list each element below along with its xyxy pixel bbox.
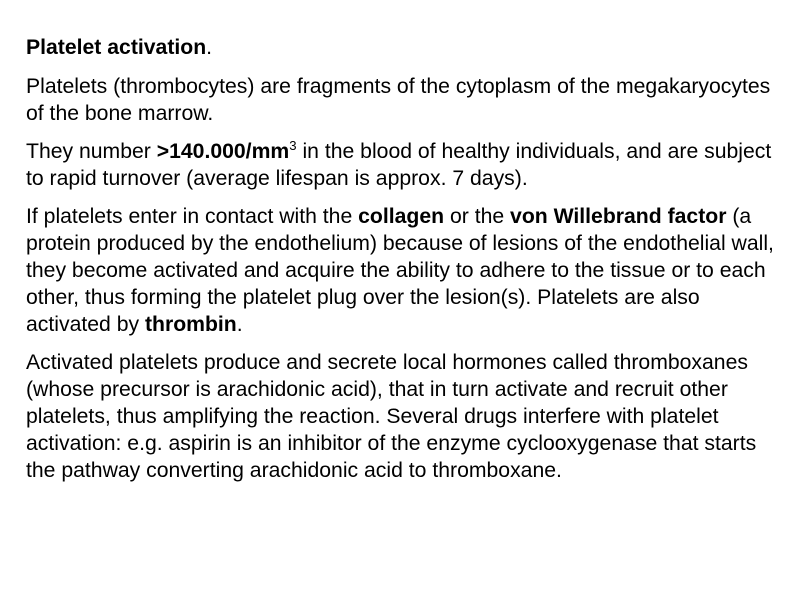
superscript-exponent: 3 [289, 137, 297, 153]
term-thrombin: thrombin [144, 313, 237, 336]
paragraph-platelet-definition [26, 73, 776, 127]
paragraph-thromboxanes [26, 349, 776, 484]
text-segment: If platelets enter in contact with the [26, 205, 359, 228]
paragraph-platelet-count [26, 138, 776, 192]
title-period: . [206, 36, 213, 59]
text-segment: (a protein produced by the endothelium) because of lesions of the endothelial wall, they become activated and acquire the ability to adhere to the tissue or to each other, thus forming the platelet plug over the lesion(s). Platelets are also activated by [26, 205, 774, 336]
term-von-willebrand-factor: von Willebrand factor [510, 205, 727, 228]
text-segment: They number [26, 140, 157, 163]
term-collagen: collagen [358, 205, 445, 228]
paragraph-text: Activated platelets produce and secrete local hormones called thromboxanes (whose precursor is arachidonic acid), that in turn activate and recruit other platelets, thus amplifying the reaction. Several drugs interfere with platelet activation: e.g. aspirin is an inhibitor of the enzyme cyclooxygenase that starts the pathway converting arachidonic acid to thromboxane. [26, 351, 757, 482]
page-title [26, 34, 776, 61]
text-segment: . [236, 313, 243, 336]
text-segment: in the blood of healthy individuals, and are subject to rapid turnover (average lifespan is approx. 7 days). [26, 140, 772, 190]
title-text: Platelet activation [26, 36, 207, 59]
platelet-count-value: >140.000/mm [156, 140, 290, 163]
paragraph-activation-triggers [26, 203, 776, 338]
paragraph-text: Platelets (thrombocytes) are fragments of the cytoplasm of the megakaryocytes of the bone marrow. [26, 75, 771, 125]
document-body [26, 34, 776, 495]
text-segment: or the [444, 205, 511, 228]
